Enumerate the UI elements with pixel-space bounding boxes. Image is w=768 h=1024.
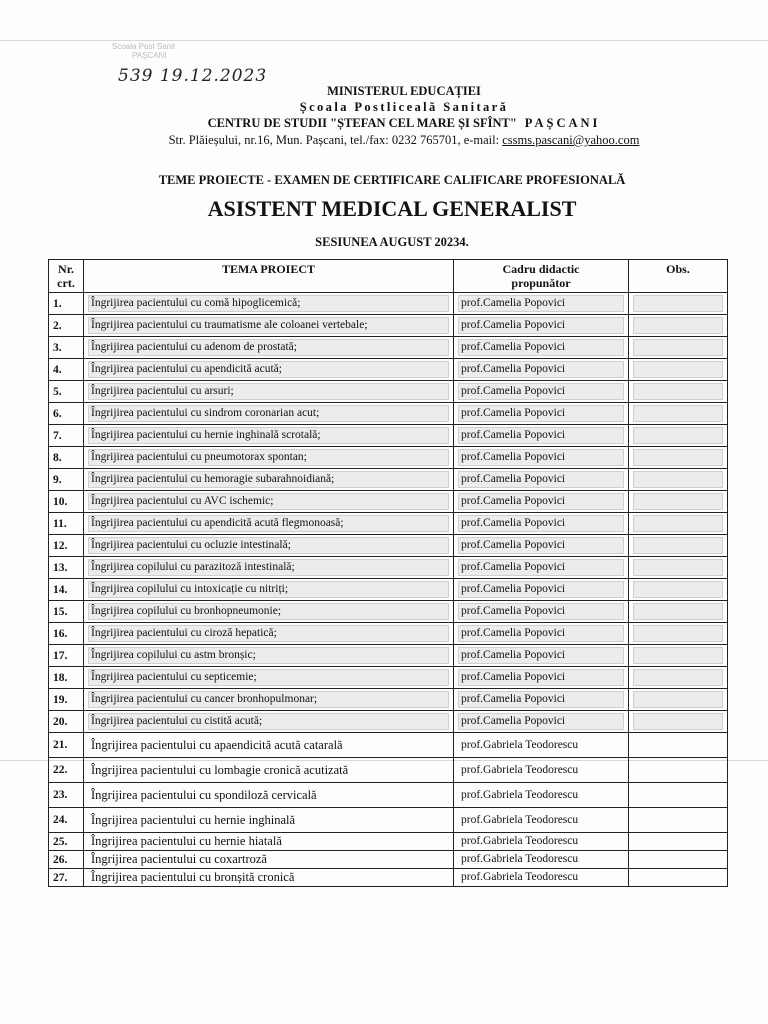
proposing-teacher bbox=[454, 758, 629, 783]
proposing-teacher bbox=[454, 711, 629, 733]
proposing-teacher bbox=[454, 557, 629, 579]
observations-cell bbox=[629, 645, 728, 667]
project-topic bbox=[84, 689, 454, 711]
project-topic bbox=[84, 623, 454, 645]
table-row bbox=[49, 869, 728, 887]
proposing-teacher-text: prof.Camelia Popovici bbox=[458, 537, 624, 554]
observations-cell bbox=[629, 667, 728, 689]
project-topic-text: Îngrijirea pacientului cu cistită acută; bbox=[88, 713, 449, 730]
row-number: 12. bbox=[49, 535, 84, 557]
observations-cell bbox=[629, 758, 728, 783]
project-topic bbox=[84, 667, 454, 689]
project-topic bbox=[84, 491, 454, 513]
observations-cell-text bbox=[633, 625, 723, 642]
observations-cell-text bbox=[633, 603, 723, 620]
proposing-teacher bbox=[454, 337, 629, 359]
observations-cell-text bbox=[633, 493, 723, 510]
proposing-teacher-text: prof.Camelia Popovici bbox=[458, 559, 624, 576]
row-number: 14. bbox=[49, 579, 84, 601]
observations-cell-text bbox=[633, 295, 723, 312]
row-number: 4. bbox=[49, 359, 84, 381]
proposing-teacher bbox=[454, 689, 629, 711]
table-row bbox=[49, 833, 728, 851]
header-cadru-line2: propunător bbox=[511, 276, 571, 290]
project-topic bbox=[84, 337, 454, 359]
project-topic bbox=[84, 557, 454, 579]
row-number: 23. bbox=[49, 783, 84, 808]
project-topic-text: Îngrijirea pacientului cu cancer bronhopulmonar; bbox=[88, 691, 449, 708]
row-number: 3. bbox=[49, 337, 84, 359]
email-link[interactable]: cssms.pascani@yahoo.com bbox=[502, 133, 640, 147]
row-number: 26. bbox=[49, 851, 84, 869]
table-row bbox=[49, 711, 728, 733]
project-topic bbox=[84, 758, 454, 783]
row-number: 27. bbox=[49, 869, 84, 887]
project-topic-text: Îngrijirea pacientului cu bronșită cronică bbox=[91, 870, 295, 884]
row-number: 1. bbox=[49, 293, 84, 315]
row-number: 16. bbox=[49, 623, 84, 645]
proposing-teacher bbox=[454, 808, 629, 833]
table-row bbox=[49, 667, 728, 689]
registration-number-handwritten: 539 19.12.2023 bbox=[118, 66, 268, 86]
project-topic-text: Îngrijirea copilului cu parazitoză intestinală; bbox=[88, 559, 449, 576]
table-row bbox=[49, 381, 728, 403]
proposing-teacher bbox=[454, 623, 629, 645]
project-topic bbox=[84, 293, 454, 315]
proposing-teacher bbox=[454, 381, 629, 403]
table-row bbox=[49, 808, 728, 833]
project-topic-text: Îngrijirea pacientului cu arsuri; bbox=[88, 383, 449, 400]
study-center-name bbox=[20, 116, 768, 131]
observations-cell-text bbox=[633, 405, 723, 422]
row-number: 2. bbox=[49, 315, 84, 337]
proposing-teacher-text: prof.Gabriela Teodorescu bbox=[461, 871, 579, 883]
observations-cell-text bbox=[633, 515, 723, 532]
table-row bbox=[49, 293, 728, 315]
table-row bbox=[49, 579, 728, 601]
observations-cell bbox=[629, 513, 728, 535]
project-topic-text: Îngrijirea pacientului cu coxartroză bbox=[91, 852, 267, 866]
project-topic-text: Îngrijirea pacientului cu apaendicită acută catarală bbox=[91, 737, 343, 752]
proposing-teacher bbox=[454, 469, 629, 491]
row-number: 13. bbox=[49, 557, 84, 579]
observations-cell-text bbox=[633, 833, 723, 850]
ministry-name: MINISTERUL EDUCAȚIEI bbox=[327, 84, 481, 98]
proposing-teacher bbox=[454, 579, 629, 601]
project-topic bbox=[84, 733, 454, 758]
table-header-row bbox=[49, 260, 728, 293]
observations-cell bbox=[629, 425, 728, 447]
proposing-teacher-text: prof.Camelia Popovici bbox=[458, 691, 624, 708]
header-tema: TEMA PROIECT bbox=[84, 260, 454, 293]
proposing-teacher-text: prof.Camelia Popovici bbox=[458, 603, 624, 620]
header-cadru bbox=[454, 260, 629, 293]
observations-cell bbox=[629, 337, 728, 359]
project-topic bbox=[84, 535, 454, 557]
observations-cell bbox=[629, 689, 728, 711]
project-topic bbox=[84, 403, 454, 425]
observations-cell-text bbox=[633, 851, 723, 868]
project-topic bbox=[84, 869, 454, 887]
project-topic bbox=[84, 425, 454, 447]
header-nr bbox=[49, 260, 84, 293]
proposing-teacher-text: prof.Gabriela Teodorescu bbox=[461, 763, 579, 776]
study-center-label: CENTRU DE STUDII "ȘTEFAN CEL MARE ȘI SFÎNT" bbox=[207, 116, 517, 130]
project-topic-text: Îngrijirea pacientului cu lombagie cronică acutizată bbox=[91, 762, 349, 777]
proposing-teacher-text: prof.Camelia Popovici bbox=[458, 493, 624, 510]
project-topic bbox=[84, 359, 454, 381]
observations-cell bbox=[629, 293, 728, 315]
header-nr-line1: Nr. bbox=[58, 262, 74, 276]
row-number: 17. bbox=[49, 645, 84, 667]
school-name: Școala Postliceală Sanitară bbox=[299, 100, 509, 114]
table-row bbox=[49, 689, 728, 711]
proposing-teacher-text: prof.Gabriela Teodorescu bbox=[461, 835, 579, 847]
proposing-teacher-text: prof.Camelia Popovici bbox=[458, 669, 624, 686]
proposing-teacher-text: prof.Camelia Popovici bbox=[458, 405, 624, 422]
observations-cell bbox=[629, 315, 728, 337]
observations-cell-text bbox=[633, 471, 723, 488]
project-topic bbox=[84, 381, 454, 403]
row-number: 11. bbox=[49, 513, 84, 535]
proposing-teacher-text: prof.Camelia Popovici bbox=[458, 515, 624, 532]
project-topic-text: Îngrijirea pacientului cu sindrom coronarian acut; bbox=[88, 405, 449, 422]
row-number: 21. bbox=[49, 733, 84, 758]
table-row bbox=[49, 491, 728, 513]
proposing-teacher-text: prof.Gabriela Teodorescu bbox=[461, 813, 579, 826]
observations-cell bbox=[629, 733, 728, 758]
header-obs: Obs. bbox=[629, 260, 728, 293]
project-topic-text: Îngrijirea pacientului cu apendicită acută flegmonoasă; bbox=[88, 515, 449, 532]
stamp-ghost-line: PAȘCANI bbox=[132, 51, 167, 60]
observations-cell bbox=[629, 808, 728, 833]
row-number: 8. bbox=[49, 447, 84, 469]
project-topic-text: Îngrijirea pacientului cu apendicită acută; bbox=[88, 361, 449, 378]
observations-cell-text bbox=[633, 787, 723, 804]
main-title: ASISTENT MEDICAL GENERALIST bbox=[207, 196, 577, 221]
address-text: Str. Plăieșului, nr.16, Mun. Pașcani, tel./fax: 0232 765701, e-mail: bbox=[168, 133, 500, 147]
observations-cell bbox=[629, 783, 728, 808]
table-row bbox=[49, 645, 728, 667]
row-number: 7. bbox=[49, 425, 84, 447]
observations-cell bbox=[629, 535, 728, 557]
row-number: 6. bbox=[49, 403, 84, 425]
row-number: 19. bbox=[49, 689, 84, 711]
proposing-teacher bbox=[454, 645, 629, 667]
table-row bbox=[49, 851, 728, 869]
table-body bbox=[49, 293, 728, 887]
proposing-teacher-text: prof.Gabriela Teodorescu bbox=[461, 853, 579, 865]
observations-cell bbox=[629, 403, 728, 425]
project-topic bbox=[84, 579, 454, 601]
observations-cell-text bbox=[633, 869, 723, 886]
project-topic-text: Îngrijirea pacientului cu hernie hiatală bbox=[91, 834, 282, 848]
observations-cell-text bbox=[633, 812, 723, 829]
proposing-teacher bbox=[454, 359, 629, 381]
proposing-teacher bbox=[454, 513, 629, 535]
proposing-teacher-text: prof.Camelia Popovici bbox=[458, 427, 624, 444]
observations-cell-text bbox=[633, 737, 723, 754]
stamp-ghost-line: Scoala Post Sanit bbox=[112, 42, 176, 51]
observations-cell bbox=[629, 711, 728, 733]
city-name: PAȘCANI bbox=[524, 116, 601, 130]
project-topic bbox=[84, 833, 454, 851]
observations-cell bbox=[629, 579, 728, 601]
observations-cell-text bbox=[633, 713, 723, 730]
proposing-teacher bbox=[454, 425, 629, 447]
proposing-teacher bbox=[454, 783, 629, 808]
row-number: 20. bbox=[49, 711, 84, 733]
row-number: 9. bbox=[49, 469, 84, 491]
observations-cell-text bbox=[633, 647, 723, 664]
observations-cell-text bbox=[633, 427, 723, 444]
observations-cell bbox=[629, 491, 728, 513]
proposing-teacher bbox=[454, 315, 629, 337]
project-topic-text: Îngrijirea pacientului cu ocluzie intestinală; bbox=[88, 537, 449, 554]
project-topic-text: Îngrijirea pacientului cu hemoragie subarahnoidiană; bbox=[88, 471, 449, 488]
projects-table bbox=[48, 259, 728, 887]
table-row bbox=[49, 623, 728, 645]
project-topic-text: Îngrijirea copilului cu intoxicație cu nitriți; bbox=[88, 581, 449, 598]
scan-artifact-line bbox=[0, 40, 768, 41]
proposing-teacher-text: prof.Camelia Popovici bbox=[458, 383, 624, 400]
table-row bbox=[49, 469, 728, 491]
proposing-teacher bbox=[454, 403, 629, 425]
contact-address bbox=[20, 133, 768, 148]
proposing-teacher bbox=[454, 833, 629, 851]
project-topic bbox=[84, 447, 454, 469]
project-topic bbox=[84, 808, 454, 833]
row-number: 5. bbox=[49, 381, 84, 403]
proposing-teacher-text: prof.Camelia Popovici bbox=[458, 449, 624, 466]
project-topic-text: Îngrijirea copilului cu bronhopneumonie; bbox=[88, 603, 449, 620]
stamp-ghost bbox=[112, 42, 175, 60]
table-row bbox=[49, 758, 728, 783]
observations-cell-text bbox=[633, 559, 723, 576]
observations-cell bbox=[629, 469, 728, 491]
observations-cell bbox=[629, 851, 728, 869]
proposing-teacher-text: prof.Camelia Popovici bbox=[458, 713, 624, 730]
proposing-teacher-text: prof.Camelia Popovici bbox=[458, 339, 624, 356]
project-topic bbox=[84, 645, 454, 667]
table-row bbox=[49, 535, 728, 557]
observations-cell-text bbox=[633, 762, 723, 779]
project-topic-text: Îngrijirea copilului cu astm bronșic; bbox=[88, 647, 449, 664]
project-topic-text: Îngrijirea pacientului cu AVC ischemic; bbox=[88, 493, 449, 510]
row-number: 25. bbox=[49, 833, 84, 851]
proposing-teacher bbox=[454, 535, 629, 557]
proposing-teacher bbox=[454, 601, 629, 623]
table-row bbox=[49, 359, 728, 381]
proposing-teacher bbox=[454, 491, 629, 513]
proposing-teacher-text: prof.Camelia Popovici bbox=[458, 361, 624, 378]
project-topic-text: Îngrijirea pacientului cu pneumotorax spontan; bbox=[88, 449, 449, 466]
row-number: 18. bbox=[49, 667, 84, 689]
observations-cell bbox=[629, 381, 728, 403]
proposing-teacher bbox=[454, 733, 629, 758]
proposing-teacher-text: prof.Camelia Popovici bbox=[458, 295, 624, 312]
table-row bbox=[49, 447, 728, 469]
row-number: 24. bbox=[49, 808, 84, 833]
header-cadru-line1: Cadru didactic bbox=[502, 262, 580, 276]
project-topic-text: Îngrijirea pacientului cu septicemie; bbox=[88, 669, 449, 686]
observations-cell-text bbox=[633, 449, 723, 466]
observations-cell-text bbox=[633, 669, 723, 686]
project-topic-text: Îngrijirea pacientului cu adenom de prostată; bbox=[88, 339, 449, 356]
proposing-teacher-text: prof.Camelia Popovici bbox=[458, 625, 624, 642]
observations-cell bbox=[629, 447, 728, 469]
observations-cell bbox=[629, 359, 728, 381]
project-topic bbox=[84, 469, 454, 491]
observations-cell-text bbox=[633, 581, 723, 598]
project-topic-text: Îngrijirea pacientului cu comă hipoglicemică; bbox=[88, 295, 449, 312]
row-number: 22. bbox=[49, 758, 84, 783]
observations-cell bbox=[629, 869, 728, 887]
project-topic bbox=[84, 601, 454, 623]
table-row bbox=[49, 783, 728, 808]
observations-cell bbox=[629, 557, 728, 579]
proposing-teacher-text: prof.Camelia Popovici bbox=[458, 317, 624, 334]
proposing-teacher-text: prof.Camelia Popovici bbox=[458, 647, 624, 664]
project-topic bbox=[84, 513, 454, 535]
project-topic-text: Îngrijirea pacientului cu hernie inghinală scrotală; bbox=[88, 427, 449, 444]
observations-cell bbox=[629, 601, 728, 623]
table-row bbox=[49, 337, 728, 359]
observations-cell bbox=[629, 833, 728, 851]
table-row bbox=[49, 315, 728, 337]
observations-cell-text bbox=[633, 339, 723, 356]
proposing-teacher-text: prof.Camelia Popovici bbox=[458, 471, 624, 488]
table-row bbox=[49, 601, 728, 623]
project-topic-text: Îngrijirea pacientului cu traumatisme ale coloanei vertebale; bbox=[88, 317, 449, 334]
observations-cell-text bbox=[633, 537, 723, 554]
project-topic bbox=[84, 315, 454, 337]
topics-title: TEME PROIECTE - EXAMEN DE CERTIFICARE CALIFICARE PROFESIONALĂ bbox=[158, 173, 626, 187]
session-label: SESIUNEA AUGUST 20234. bbox=[315, 235, 469, 249]
proposing-teacher-text: prof.Camelia Popovici bbox=[458, 581, 624, 598]
table-row bbox=[49, 513, 728, 535]
observations-cell-text bbox=[633, 691, 723, 708]
observations-cell-text bbox=[633, 383, 723, 400]
proposing-teacher bbox=[454, 869, 629, 887]
project-topic bbox=[84, 711, 454, 733]
proposing-teacher bbox=[454, 667, 629, 689]
table-row bbox=[49, 733, 728, 758]
table-row bbox=[49, 425, 728, 447]
row-number: 15. bbox=[49, 601, 84, 623]
row-number: 10. bbox=[49, 491, 84, 513]
table-row bbox=[49, 557, 728, 579]
project-topic bbox=[84, 783, 454, 808]
proposing-teacher bbox=[454, 447, 629, 469]
proposing-teacher bbox=[454, 293, 629, 315]
observations-cell bbox=[629, 623, 728, 645]
header-nr-line2: crt. bbox=[57, 276, 75, 290]
proposing-teacher-text: prof.Gabriela Teodorescu bbox=[461, 738, 579, 751]
project-topic-text: Îngrijirea pacientului cu hernie inghinală bbox=[91, 812, 296, 827]
project-topic-text: Îngrijirea pacientului cu ciroză hepatică; bbox=[88, 625, 449, 642]
observations-cell-text bbox=[633, 317, 723, 334]
project-topic-text: Îngrijirea pacientului cu spondiloză cervicală bbox=[91, 787, 317, 802]
observations-cell-text bbox=[633, 361, 723, 378]
table-row bbox=[49, 403, 728, 425]
proposing-teacher bbox=[454, 851, 629, 869]
project-topic bbox=[84, 851, 454, 869]
proposing-teacher-text: prof.Gabriela Teodorescu bbox=[461, 788, 579, 801]
